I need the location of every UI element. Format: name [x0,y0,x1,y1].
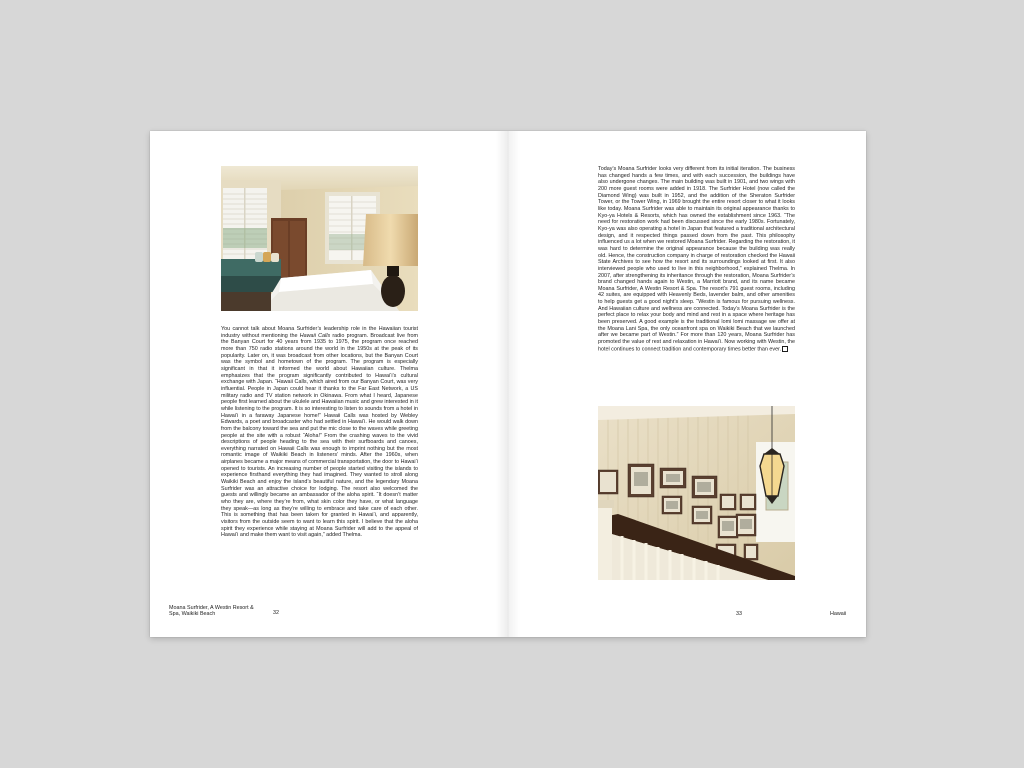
left-page [150,131,508,637]
page-number-left: 32 [273,610,279,616]
hotel-bedroom-photo [221,166,418,311]
staircase-gallery-photo [598,406,795,580]
magazine-spread [150,131,866,637]
program-title-italic: Hawaii Calls [299,332,331,339]
page-number-right: 33 [736,611,742,617]
section-label: Hawaii [830,611,847,617]
hotel-caption: Moana Surfrider, A Westin Resort & Spa, Waikiki Beach [169,605,254,618]
text-run: radio program. Broadcast live from the Banyan Court for 40 years from 1935 to 1975, the program once reached more than 750 radio stations around the world in the 1950s at the peak of its popularity. Later on, it was broadcast from other locations, but the Banyan Court was the symbol and hometown of the program. The program is especially significant in that it informed the world about Hawaiian culture. Thelma emphasizes that the program significantly contributed to Hawai‘i’s cultural exchange with Japan. “Hawaii Calls, which aired from our Banyan Court, was very influential. People in Japan could hear it thanks to the Far East Network, a US military radio and TV station network in Okinawa. From what I heard, Japanese people first learned about the ukulele and Hawaiian music and grew interested in it while listening to the program. It is so interesting to listen to sounds from a hotel in Hawai‘i in a faraway Japanese home!” Hawaii Calls was hosted by Webley Edwards, a poet and broadcaster who had settled in Hawai‘i. He would walk down from the balcony toward the sea and put the mic close to the waves while greeting people at the site with a robust “Aloha!” From the crashing waves to the vivid descriptions of people heading to the sea with their surfboards and canoes, everything narrated on Hawaii Calls was enough to imprint nothing but the most romantic image of Waikiki Beach in listeners’ minds. After the 1960s, when airplanes became a major means of commercial transportation, the door to Hawai‘i opened to tourists. An increasing number of people started visiting the islands to experience firsthand everything they had imagined. They wanted to stroll along Waikiki Beach and enjoy the island’s beautiful nature, and the legendary Moana Surfrider was an attractive choice for lodging. The resort also welcomed the guests and willingly became an ambassador of the aloha spirit. “It doesn’t matter who they are, where they’re from, what skin color they have, or what language they speak—as long as they’re willing to embrace and take care of each other. This is something that has been taken for granted in Hawai‘i, and apparently, visitors from the outside seem to want to learn this spirit. I believe that the aloha spirit they experience while staying at Moana Surfrider will add to the appeal of Hawai‘i and make them want to visit again,” added Thelma. [221,332,418,539]
text-run: Today’s Moana Surfrider looks very different from its initial iteration. The business has changed hands a few times, and with each succession, the buildings have also undergone changes. The main building was built in 1901, and two wings with 200 more guest rooms were added in 1918. The Surfrider Hotel (now called the Diamond Wing) was built in 1952, and the addition of the Sheraton Surfrider Tower, or the Tower Wing, in 1969 brought the entire resort closer to what it looks like today. Moana Surfrider was able to maintain its original appearance thanks to Kyo-ya Hotels & Resorts, which has owned the establishment since 1963. “The need for restoration work had been discussed since the early 1980s. Fortunately, Kyo-ya was also operating a hotel in Japan that featured a traditional architectural design, and it respected things passed down from the past. This philosophy influenced us a lot when we restored Moana Surfrider. Regarding the restoration, it was hard to determine the original appearance because the building was really old. Hence, the construction company in charge of restoration checked the Hawaii State Archives to see how the resort and its surroundings looked at first. It also interviewed people who used to live in this neighborhood,” explained Thelma. In 2007, after strengthening its inheritance through the restoration, Moana Surfrider’s brand changed hands again to Westin, a Marriott brand, and its name became Moana Surfrider, A Westin Resort & Spa. The resort’s 791 guest rooms, including 42 suites, are equipped with Heavenly Beds, lavender balm, and other amenities to help guests get a good night’s sleep. “Westin is famous for pursuing wellness. And Hawaiian culture and wellness are connected. Today’s Moana Surfrider is the perfect place to relax your body and mind and rest in a space where heritage has been preserved. A good example is the traditional lomi lomi massage we offer at the Moana Lani Spa, the only oceanfront spa on Waikiki Beach that we launched after we became part of Westin.” For more than 120 years, Moana Surfrider has promoted the value of rest and relaxation in Hawai‘i. Now working with Westin, the hotel continues to connect tradition and contemporary times better than ever. [598,166,795,353]
left-article-text [221,326,418,581]
text-run: You cannot talk about Moana Surfrider’s leadership role in the Hawaiian tourist industry without mentioning the [221,326,418,339]
right-page [508,131,866,637]
end-of-article-mark [782,346,788,352]
right-article-text [598,166,795,393]
